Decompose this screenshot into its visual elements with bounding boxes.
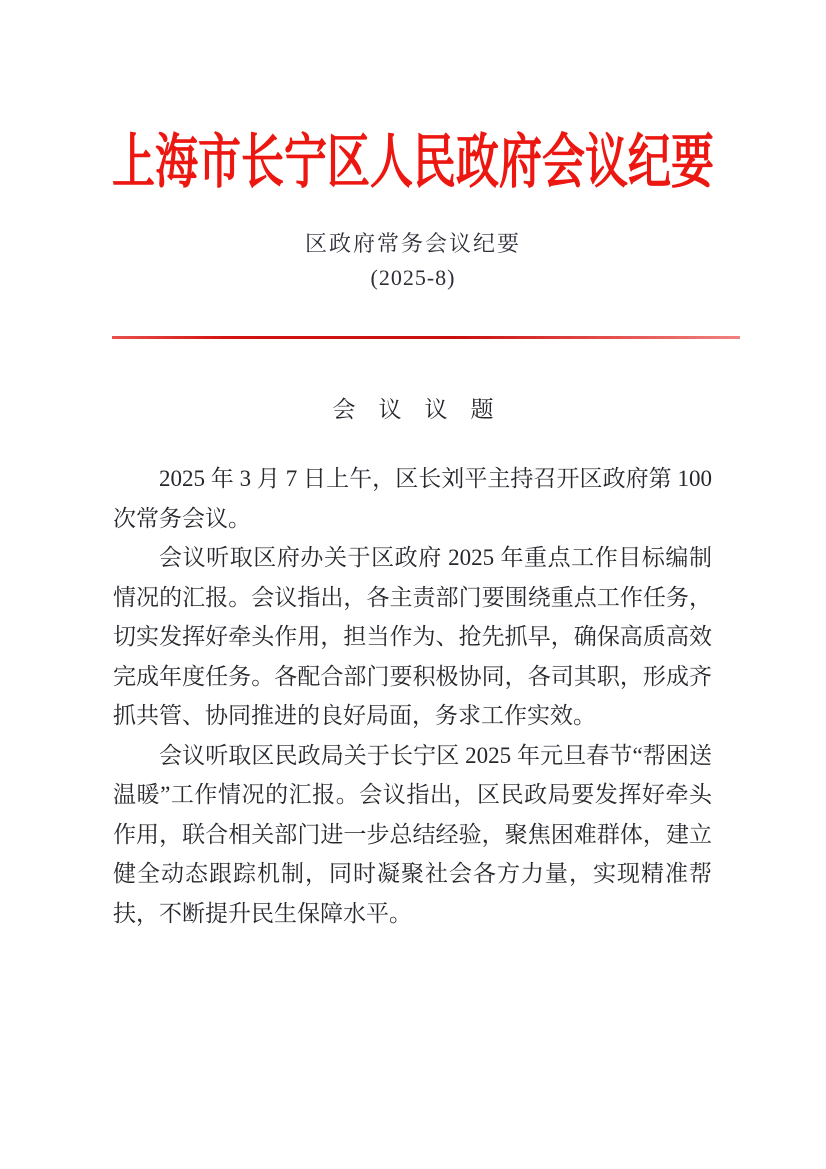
- paragraph-welfare-report: 会议听取区民政局关于长宁区 2025 年元旦春节“帮困送温暖”工作情况的汇报。会议指出，区民政局要发挥好牵头作用，联合相关部门进一步总结经验，聚焦困难群体，建立健全动态跟踪机制，同时凝聚社会各方力量，实现精准帮扶，不断提升民生保障水平。: [113, 742, 712, 926]
- document-body: [113, 459, 712, 933]
- document-subtitle: 区政府常务会议纪要: [304, 231, 521, 256]
- section-heading: 会 议 议 题: [332, 397, 494, 422]
- paragraph-meeting-opening: 2025 年 3 月 7 日上午，区长刘平主持召开区政府第 100 次常务会议。: [113, 466, 712, 531]
- document-title: 上海市长宁区人民政府会议纪要: [112, 131, 714, 197]
- paragraph-work-targets: 会议听取区府办关于区政府 2025 年重点工作目标编制情况的汇报。会议指出，各主责部门要围绕重点工作任务，切实发挥好牵头作用，担当作为、抢先抓早，确保高质高效完成年度任务。各配合部门要积极协同，各司其职，形成齐抓共管、协同推进的良好局面，务求工作实效。: [113, 545, 712, 728]
- red-divider-line: [112, 336, 740, 339]
- issue-number: (2025-8): [370, 265, 456, 290]
